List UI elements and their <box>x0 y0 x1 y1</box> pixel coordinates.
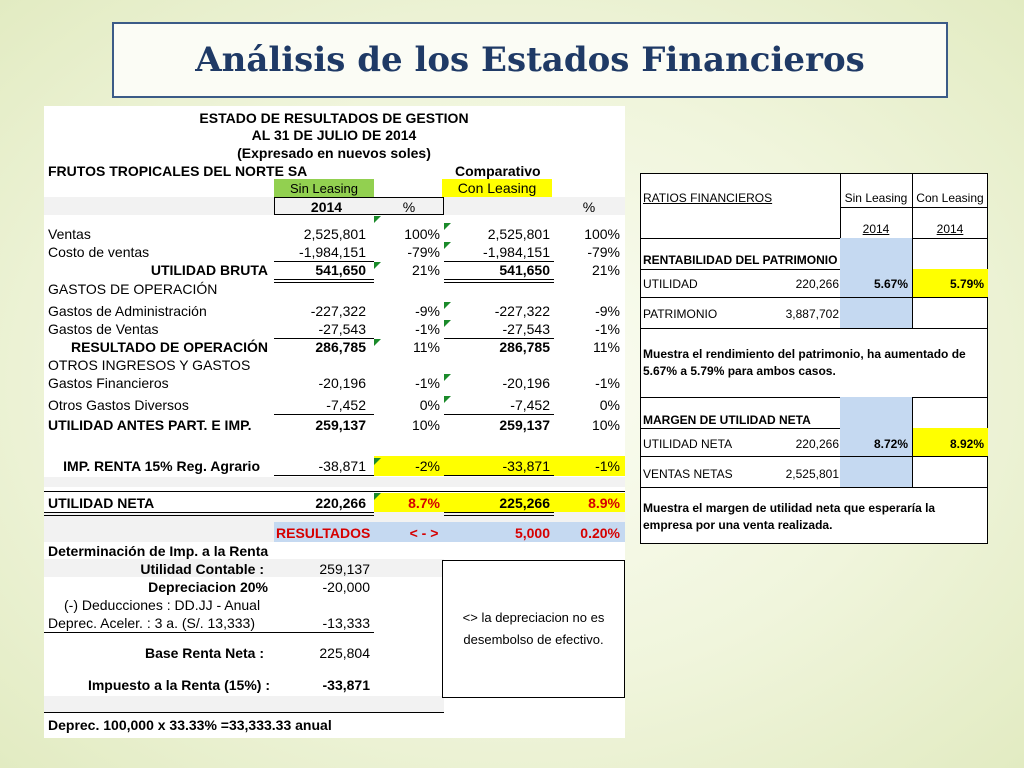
rent-sin-value: 5.67% <box>873 277 908 291</box>
row-p1: 21% <box>411 262 440 278</box>
row-v1: 220,266 <box>315 495 366 511</box>
row-p2: -1% <box>595 375 620 391</box>
imp-label: Impuesto a la Renta (15%) : <box>87 677 270 693</box>
row-p1: 8.7% <box>408 495 440 511</box>
margen-title: MARGEN DE UTILIDAD NETA <box>643 413 811 427</box>
ratios-sin-label: Sin Leasing <box>844 191 908 205</box>
grid-line <box>840 207 988 208</box>
row-p1: 100% <box>404 226 440 242</box>
row-v2: -20,196 <box>502 375 550 391</box>
row-p1: -9% <box>415 303 440 319</box>
grid-line <box>641 397 988 398</box>
margen-note: Muestra el margen de utilidad neta que esperaría la empresa por una venta realizada. <box>643 501 936 532</box>
row-label: UTILIDAD ANTES PART. E IMP. <box>48 417 252 433</box>
row-v2: -1,984,151 <box>483 244 550 260</box>
slide-title: Análisis de los Estados Financieros <box>195 40 865 80</box>
footer-note: Deprec. 100,000 x 33.33% =33,333.33 anual <box>48 717 332 733</box>
row-label: Gastos de Ventas <box>48 321 159 337</box>
row-v1: 541,650 <box>315 262 366 278</box>
separator-fill <box>44 477 625 487</box>
deduc-value: -13,333 <box>322 615 370 631</box>
row-p1: -2% <box>415 458 440 474</box>
cell-marker <box>374 458 381 465</box>
row-v2: 2,525,801 <box>487 226 550 242</box>
row-p2: -9% <box>595 303 620 319</box>
ratios-con-label: Con Leasing <box>916 191 984 205</box>
note-box <box>442 560 625 698</box>
con-leasing-label: Con Leasing <box>457 180 537 196</box>
cell-marker <box>374 216 381 223</box>
patrimonio-value: 3,887,702 <box>785 307 839 321</box>
resultados-value: 5,000 <box>514 525 550 541</box>
base-value: 225,804 <box>319 645 370 661</box>
utilidad-value: 220,266 <box>795 277 839 291</box>
row-label: IMP. RENTA 15% Reg. Agrario <box>63 458 260 474</box>
double-underline <box>274 512 374 516</box>
row-v1: 286,785 <box>315 339 366 355</box>
company-name: FRUTOS TROPICALES DEL NORTE SA <box>48 163 308 179</box>
row-p2: 11% <box>593 339 620 355</box>
note-line-1: <> la depreciacion no es <box>462 610 605 625</box>
row-label: Gastos de Administración <box>48 303 207 319</box>
row-label: UTILIDAD BRUTA <box>150 262 268 278</box>
deduc-label-2: Deprec. Aceler. : 3 a. (S/. 13,333) <box>48 615 255 631</box>
resultados-pct: 0.20% <box>580 525 620 541</box>
imp-value: -33,871 <box>322 677 370 693</box>
income-statement <box>44 106 625 738</box>
ratios-year-1: 2014 <box>862 222 890 236</box>
row-label: RESULTADO DE OPERACIÓN <box>70 339 268 355</box>
row-p1: 10% <box>411 417 440 433</box>
statement-date: AL 31 DE JULIO DE 2014 <box>251 127 417 143</box>
rent-con-value: 5.79% <box>949 277 984 291</box>
rent-title: RENTABILIDAD DEL PATRIMONIO <box>643 253 838 267</box>
grid-line <box>641 328 988 329</box>
depre-label: Depreciacion 20% <box>148 579 268 595</box>
row-label: UTILIDAD NETA <box>48 495 155 511</box>
margen-sin-value: 8.72% <box>873 437 908 451</box>
row-v1: 259,137 <box>315 417 366 433</box>
statement-currency: (Expresado en nuevos soles) <box>237 145 431 161</box>
row-v1: -7,452 <box>326 397 366 413</box>
double-underline <box>274 279 374 283</box>
row-p1: -79% <box>407 244 440 260</box>
cell-marker <box>444 242 451 249</box>
underline <box>444 414 554 415</box>
margen-con-value: 8.92% <box>949 437 984 451</box>
row-v1: -1,984,151 <box>299 244 366 260</box>
grid-line <box>641 238 988 239</box>
row-v2: -7,452 <box>510 397 550 413</box>
sin-leasing-label: Sin Leasing <box>290 181 358 196</box>
impuesto-title: Determinación de Imp. a la Renta <box>48 543 269 559</box>
row-v1: -38,871 <box>318 458 366 474</box>
grey-band <box>44 696 444 712</box>
title-box <box>112 22 948 98</box>
underline <box>274 475 374 476</box>
grid-line <box>641 428 840 429</box>
pct-con: % <box>582 199 596 215</box>
note-line-2: desembolso de efectivo. <box>463 632 604 647</box>
row-p1: 0% <box>419 397 440 413</box>
contable-label: Utilidad Contable : <box>140 561 264 577</box>
cell-marker <box>444 396 451 403</box>
depre-value: -20,000 <box>322 579 370 595</box>
grid-line <box>641 269 840 270</box>
row-p2: -1% <box>595 458 620 474</box>
double-underline <box>444 512 554 516</box>
row-v2: 286,785 <box>499 339 550 355</box>
resultados-symbol: < - > <box>409 525 439 541</box>
year-sin: 2014 <box>310 199 343 215</box>
cell-marker <box>374 262 381 269</box>
row-p2: 10% <box>591 417 620 433</box>
base-label: Base Renta Neta : <box>144 645 264 661</box>
row-v2: -227,322 <box>494 303 550 319</box>
cell-marker <box>444 302 451 309</box>
grid-line <box>641 456 988 457</box>
resultados-label: RESULTADOS <box>276 525 371 541</box>
row-p2: -79% <box>587 244 620 260</box>
contable-value: 259,137 <box>319 561 370 577</box>
row-v2: -33,871 <box>502 458 550 474</box>
row-v2: 225,266 <box>499 495 550 511</box>
grid-line <box>641 487 988 488</box>
resultados-left-fill <box>44 522 274 542</box>
utilidad-label: UTILIDAD <box>643 277 698 291</box>
cell-marker <box>374 493 381 500</box>
underline <box>44 712 444 713</box>
cell-marker <box>444 320 451 327</box>
row-p1: 11% <box>413 339 440 355</box>
ratios-table <box>640 173 988 544</box>
row-v1: -227,322 <box>310 303 366 319</box>
row-p2: 21% <box>591 262 620 278</box>
row-p2: -1% <box>595 321 620 337</box>
section-label: OTROS INGRESOS Y GASTOS <box>48 357 251 373</box>
underline <box>44 632 374 633</box>
underline <box>274 414 374 415</box>
comparativo-label: Comparativo <box>455 163 541 179</box>
ratios-year-2: 2014 <box>936 222 964 236</box>
grid-line <box>641 297 988 298</box>
row-label: Ventas <box>48 226 91 242</box>
un-label: UTILIDAD NETA <box>643 437 733 451</box>
row-p2: 8.9% <box>588 495 620 511</box>
statement-title: ESTADO DE RESULTADOS DE GESTION <box>199 110 469 126</box>
rent-note: Muestra el rendimiento del patrimonio, ha aumentado de 5.67% a 5.79% para ambos casos. <box>643 347 966 378</box>
row-p2: 0% <box>599 397 620 413</box>
pct-sin: % <box>402 199 416 215</box>
un-value: 220,266 <box>795 437 839 451</box>
section-label: GASTOS DE OPERACIÓN <box>48 281 218 297</box>
vn-label: VENTAS NETAS <box>643 467 733 481</box>
row-label: Otros Gastos Diversos <box>48 397 189 413</box>
row-v2: -27,543 <box>502 321 550 337</box>
row-v2: 541,650 <box>499 262 550 278</box>
double-underline <box>444 279 554 283</box>
ratios-title: RATIOS FINANCIEROS <box>643 191 773 205</box>
row-p2: 100% <box>584 226 620 242</box>
cell-marker <box>444 374 451 381</box>
cell-marker <box>444 223 451 230</box>
row-v1: 2,525,801 <box>303 226 366 242</box>
row-v2: 259,137 <box>499 417 550 433</box>
row-v1: -20,196 <box>318 375 366 391</box>
row-label: Gastos Financieros <box>48 375 169 391</box>
double-underline <box>44 512 274 516</box>
underline <box>444 475 554 476</box>
row-p1: -1% <box>415 321 440 337</box>
patrimonio-label: PATRIMONIO <box>643 307 718 321</box>
row-label: Costo de ventas <box>48 244 150 260</box>
vn-value: 2,525,801 <box>785 467 839 481</box>
row-v1: -27,543 <box>318 321 366 337</box>
underline <box>44 491 625 492</box>
row-p1: -1% <box>415 375 440 391</box>
cell-marker <box>374 339 381 346</box>
deduc-label-1: (-) Deducciones : DD.JJ - Anual <box>64 597 261 613</box>
